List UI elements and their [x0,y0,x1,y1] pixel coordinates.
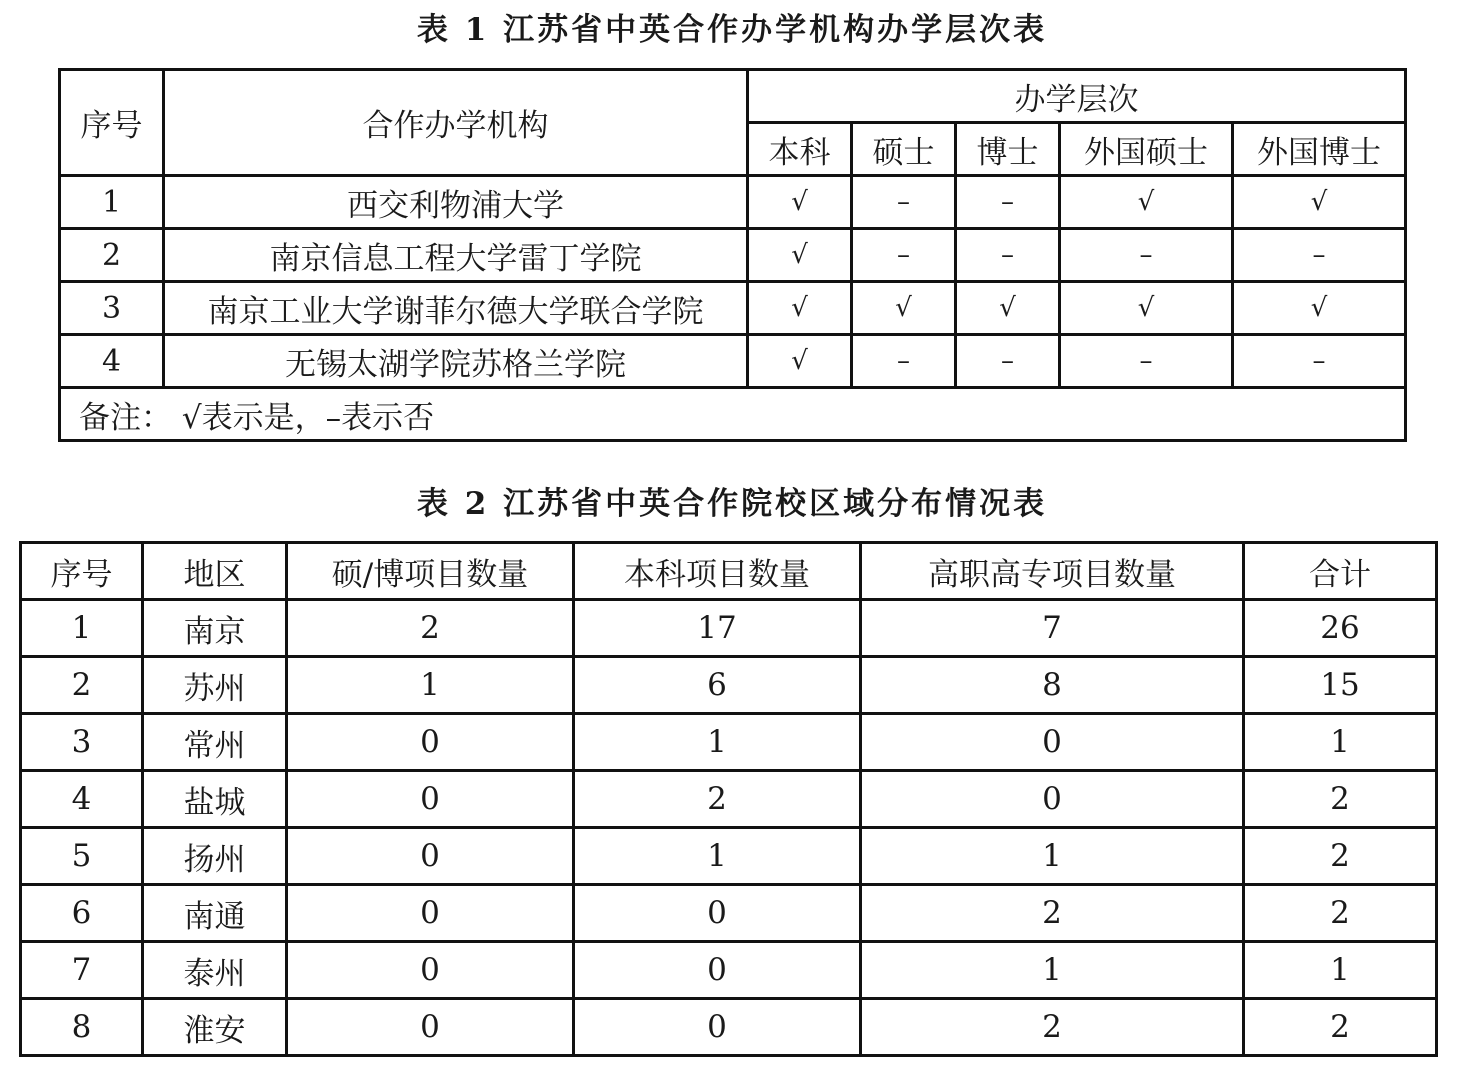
table1-cell-index: 2 [60,229,164,282]
table1-header-level: 本科 [748,123,852,176]
table2-cell: 1 [21,600,143,657]
table1-cell-level-mark: √ [852,282,956,335]
table2-header-row [21,543,1437,600]
table2-cell: 2 [21,657,143,714]
table1-cell-level-mark: – [852,229,956,282]
table2-cell: 0 [861,714,1244,771]
table2-cell: 扬州 [143,828,287,885]
table2-caption: 表 2 江苏省中英合作院校区域分布情况表 [416,486,1048,522]
table1-header-level: 外国硕士 [1060,123,1233,176]
table1-header-level-group: 办学层次 [748,70,1406,123]
table2-cell: 0 [287,999,574,1056]
table1-cell-level-mark: – [956,176,1060,229]
table2-cell: 1 [574,714,861,771]
table2-cell: 4 [21,771,143,828]
table1-row [60,335,1406,388]
table1-cell-level-mark: – [852,176,956,229]
table1-cell-level-mark: – [852,335,956,388]
table1-note: 备注： √表示是，–表示否 [60,388,1406,441]
table1-cell-level-mark: √ [748,229,852,282]
table1-cell-level-mark: √ [748,335,852,388]
table2-row [21,999,1437,1056]
table1-cell-level-mark: – [1060,229,1233,282]
table1-cell-institution: 南京信息工程大学雷丁学院 [164,229,748,282]
table1-education-levels [58,68,1407,442]
table1-cell-level-mark: √ [1233,176,1406,229]
table2-cell: 2 [1244,885,1437,942]
table1-row [60,176,1406,229]
table1-row [60,229,1406,282]
table1-cell-level-mark: – [1060,335,1233,388]
table2-cell: 0 [287,885,574,942]
table1-row [60,282,1406,335]
table2-row [21,828,1437,885]
table1-cell-institution: 西交利物浦大学 [164,176,748,229]
table1-header-level: 硕士 [852,123,956,176]
table2-cell: 3 [21,714,143,771]
table2-cell: 0 [287,714,574,771]
table1-cell-level-mark: √ [1060,282,1233,335]
table2-row [21,885,1437,942]
table2-cell: 8 [21,999,143,1056]
table2-cell: 8 [861,657,1244,714]
table1-cell-institution: 南京工业大学谢菲尔德大学联合学院 [164,282,748,335]
table2-cell: 南京 [143,600,287,657]
table1-caption: 表 1 江苏省中英合作办学机构办学层次表 [416,12,1048,48]
table1-cell-index: 3 [60,282,164,335]
table2-cell: 5 [21,828,143,885]
table2-cell: 0 [574,885,861,942]
table2-row [21,714,1437,771]
table2-cell: 苏州 [143,657,287,714]
table2-cell: 6 [21,885,143,942]
table2-header-cell: 本科项目数量 [574,543,861,600]
table2-row [21,942,1437,999]
table2-cell: 常州 [143,714,287,771]
table2-cell: 泰州 [143,942,287,999]
table2-cell: 26 [1244,600,1437,657]
table2-row [21,657,1437,714]
table1-cell-level-mark: – [1233,335,1406,388]
table1-header-level: 博士 [956,123,1060,176]
table1-cell-level-mark: √ [1233,282,1406,335]
table1-header-institution: 合作办学机构 [164,70,748,176]
table1-cell-level-mark: √ [748,176,852,229]
table2-cell: 2 [861,885,1244,942]
table2-cell: 0 [287,942,574,999]
table2-cell: 1 [1244,942,1437,999]
table2-cell: 17 [574,600,861,657]
table1-header-level: 外国博士 [1233,123,1406,176]
table2-cell: 南通 [143,885,287,942]
table1-cell-institution: 无锡太湖学院苏格兰学院 [164,335,748,388]
table1-cell-level-mark: – [956,229,1060,282]
table2-header-cell: 高职高专项目数量 [861,543,1244,600]
table2-row [21,771,1437,828]
table2-cell: 2 [1244,999,1437,1056]
table1-cell-level-mark: √ [1060,176,1233,229]
table2-cell: 0 [574,999,861,1056]
table1-cell-level-mark: √ [748,282,852,335]
table2-cell: 6 [574,657,861,714]
table2-cell: 2 [1244,828,1437,885]
table2-header-cell: 硕/博项目数量 [287,543,574,600]
table2-cell: 2 [1244,771,1437,828]
table2-cell: 1 [861,828,1244,885]
table2-cell: 0 [861,771,1244,828]
table1-cell-index: 4 [60,335,164,388]
table2-cell: 0 [574,942,861,999]
table2-cell: 2 [574,771,861,828]
table2-header-cell: 合计 [1244,543,1437,600]
table1-cell-level-mark: – [956,335,1060,388]
table2-cell: 0 [287,828,574,885]
table2-cell: 1 [574,828,861,885]
table2-cell: 2 [861,999,1244,1056]
table1-cell-level-mark: – [1233,229,1406,282]
table2-cell: 淮安 [143,999,287,1056]
table2-cell: 盐城 [143,771,287,828]
table2-cell: 7 [861,600,1244,657]
table2-regional-distribution [19,541,1438,1057]
table1-note-row [60,388,1406,441]
table1-header-index: 序号 [60,70,164,176]
table2-cell: 15 [1244,657,1437,714]
table1-cell-index: 1 [60,176,164,229]
table2-header-cell: 序号 [21,543,143,600]
table2-cell: 1 [1244,714,1437,771]
table2-cell: 0 [287,771,574,828]
table2-cell: 1 [861,942,1244,999]
table2-cell: 7 [21,942,143,999]
table2-cell: 2 [287,600,574,657]
table2-header-cell: 地区 [143,543,287,600]
table1-cell-level-mark: √ [956,282,1060,335]
table2-cell: 1 [287,657,574,714]
table2-row [21,600,1437,657]
table1-header-row [60,70,1406,123]
